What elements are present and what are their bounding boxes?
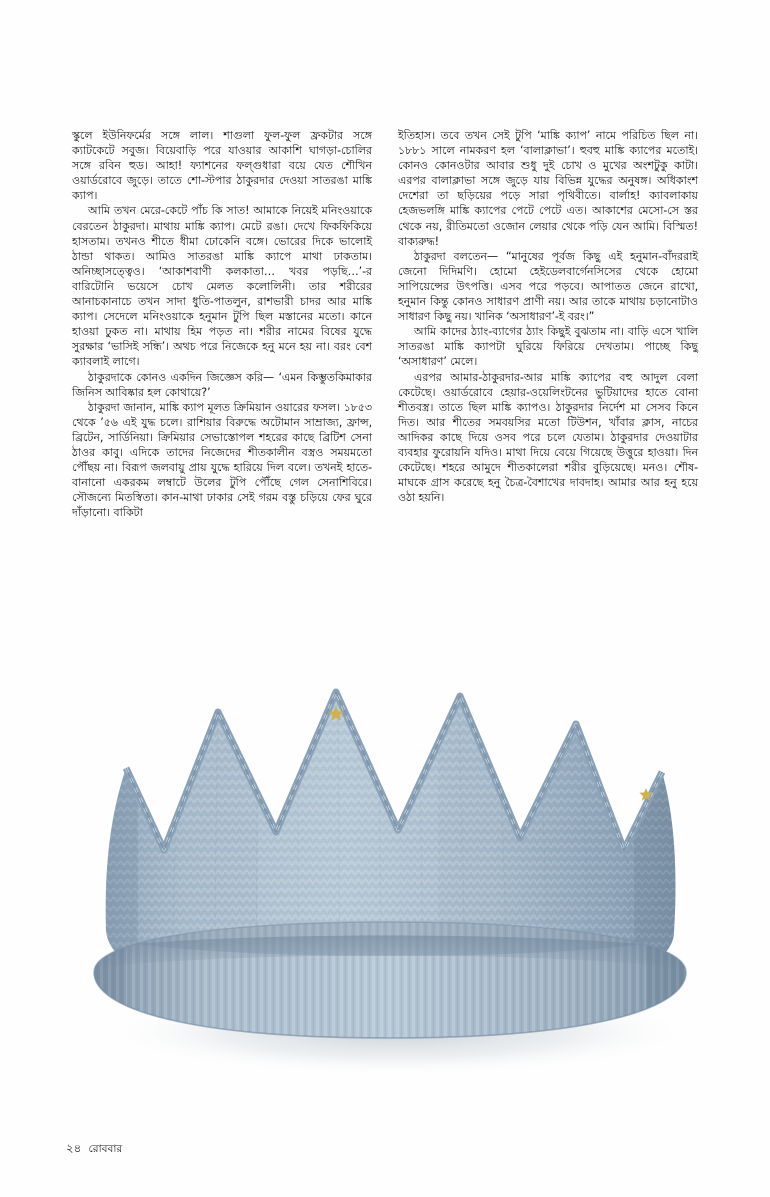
paragraph: ঠাকুরদা বলতেন— “মানুষের পূর্বজ কিছু এই হনুমান-বাঁদররাই জেনো দিদিমণি। হোমো হেইডেলবার্গেনসিসের থেকে হোমো সাপিয়েন্সের উৎপত্তি। এসব পরে পড়বে। আপাতত জেনে রাখো, হনুমান কিন্তু কোনও সাধারণ প্রাণী নয়। আর তাকে মাথায় চড়ানোটাও সাধারণ কিছু নয়। খানিক ‘অসাধারণ’-ই বরং।” (398, 249, 698, 324)
column-left (72, 128, 372, 520)
paragraph: ঠাকুরদাকে কোনও একদিন জিজ্ঞেস করি— ‘এমন কিম্ভুতকিমাকার জিনিস আবিষ্কার হল কোথায়ে?’ (72, 370, 372, 399)
column-right (398, 128, 698, 520)
page-footer (66, 1140, 122, 1159)
knitted-crown-hat-photo (68, 600, 708, 1100)
paragraph: আমি তখন মেরে-কেটে পাঁচ কি সাত! আমাকে নিয়েই মনিংওয়াকে বেরতেন ঠাকুরদা। মাথায় মাঙ্কি ক্যাপ। মেটে রঙা। দেখে ফিকফিকিয়ে হাসতাম। তখনও শীতে ধীমা ঢোকেনি বঙ্গে। ভোরের দিকে ভালোই ঠান্ডা থাকত। আমিও সাতরঙা মাঙ্কি ক্যাপে মাথা ঢাকতাম। অনিচ্ছাসত্ত্বেও। ‘আকাশবাণী কলকাতা… খবর পড়ছি…’-র বারিটোনি ভয়েসে চোখ মেলত কলোলিনী। তার শরীরের আনাচকানাচে তখন সাদা ধুতি-পাতলুন, রাশভারী চাদর আর মাঙ্কি ক্যাপ। সেদেলে মনিংওয়াকে হনুমান টুপি ছিল মস্তানের মতো। কানে হাওয়া ঢুকত না। মাথায় হিম পড়ত না। শরীর নামের বিষের যুদ্ধে সুরক্ষার ‘ভাসিই সন্ধি’। অথচ পরে নিজেকে হনু মনে হয় না। বরং বেশ ক্যাবলাই লাগে। (72, 204, 372, 369)
paragraph: স্কুলে ইউনিফর্মের সঙ্গে লাল। শাগুলা ফুল-ফুল ফ্রকটার সঙ্গে ক্যাটকেটে সবুজ। বিয়েবাড়ি পরে যাওয়ার আকাশি ঘাগড়া-চোলির সঙ্গে রবিন হুড। আহা! ফ্যাশনের ফল্গুধারা বয়ে যেত শৌখিন ওয়ার্ডরোবে জুড়ে। তাতে শো-স্টপার ঠাকুরদার দেওয়া সাতরঙা মাঙ্কি ক্যাপ। (72, 129, 372, 203)
crown-hat-illustration (68, 600, 708, 1100)
paragraph: ইতিহাস। তবে তখন সেই টুপি ‘মাঙ্কি ক্যাপ’ নামে পরিচিত ছিল না। ১৮৮১ সালে নামকরণ হল ‘বালাক্লাভা’। হুবহু মাঙ্কি ক্যাপের মতোই। কোনও কোনওটার আবার শুধু দুই চোখ ও মুখের অংশটুকু কাটা। এরপর বালাক্লাভা সঙ্গে জুড়ে যায় বিভিন্ন যুদ্ধের অনুষঙ্গ। অধিকাংশ দেশেরা তা ছড়িয়ের পড়ে সারা পৃথিবীতে। বাৰ্লাহ! ক্যাবলাকায় হেজভলঙ্গি মাঙ্কি ক্যাপের পেটে পেটে এত। আকাশের মেসো-সে স্তর থেকে নয়, রীতিমতো ওজোন লেয়ার থেকে পড়ি যেন আমি। বিস্মিত! বাক্যরুদ্ধ! (398, 129, 698, 248)
publication-name: রোববার (88, 1143, 123, 1155)
paragraph: আমি কাদের ঠ্যাং-ব্যাগের ঠ্যাং কিছুই বুঝতাম না। বাড়ি এসে খালি সাতরঙা মাঙ্কি ক্যাপটা ঘুরিয়ে ফিরিয়ে দেখতাম। পাচ্ছে কিছু ‘অসাধারণ’ মেলে। (398, 325, 698, 369)
page-number: ২৪ (66, 1141, 82, 1155)
article-body (72, 128, 698, 520)
figure-container (48, 600, 728, 1110)
paragraph: ঠাকুরদা জানান, মাঙ্কি ক্যাপ মূলত ক্রিমিয়ান ওয়ারের ফসল। ১৮৫৩ থেকে ’৫৬ এই যুদ্ধ চলে। রাশিয়ার বিরুদ্ধে অটোমান সাম্রাজ্য, ফ্রান্স, ব্রিটেন, সার্ডিনিয়া। ক্রিমিয়ার সেভাস্তোপল শহরের কাছে ব্রিটিশ সেনা ঠাওর কাবু। এদিকে তাদের নিজেদের শীতকালীন বস্ত্রও সময়মতো পৌঁছয় না। বিরূপ জলবায়ু প্রায় যুদ্ধে হারিয়ে দিল বলে। তখনই হাতে-বানানো একরকম লম্বাটে উলের টুপি পৌঁছে গেল সেনাশিবিরে। সৌজন্যে মিতস্বিতা। কান-মাথা ঢাকার সেই গরম বস্তু চড়িয়ে ফের ঘুরে দাঁড়ানো। বাকিটা (72, 400, 372, 520)
paragraph: এরপর আমার-ঠাকুরদার-আর মাঙ্কি ক্যাপের বহু আদুল বেলা কেটেছে। ওয়ার্ডরোবে হেয়ার-ওয়েলিংটনের ভুটিয়াদের হাতে বোনা শীতবস্ত্র। তাতে ছিল মাঙ্কি ক্যাপও। ঠাকুরদার নির্দেশ মা সেসব কিনে দিত। আর শীতের সমবয়সির মতো টিউশন, খাঁবার ক্লাস, নাচের আদিকর কাছে দিয়ে ওসব পরে চলে যেতাম। ঠাকুরদার দেওয়াটার ব্যবহার ফুরোয়নি যদিও। মাথা দিয়ে বেয়ে গিয়েছে উত্তুরে হাওয়া। দিন কেটেছে। শহরে আমুদে শীতকালেরা শরীর বুড়িয়েছে। মনও। শৌষ-মাঘকে গ্রাস করেছে হনু চৈত্র-বৈশাখের দাবদাহ। আমার আর হনু হয়ে ওঠা হয়নি। (398, 370, 698, 505)
